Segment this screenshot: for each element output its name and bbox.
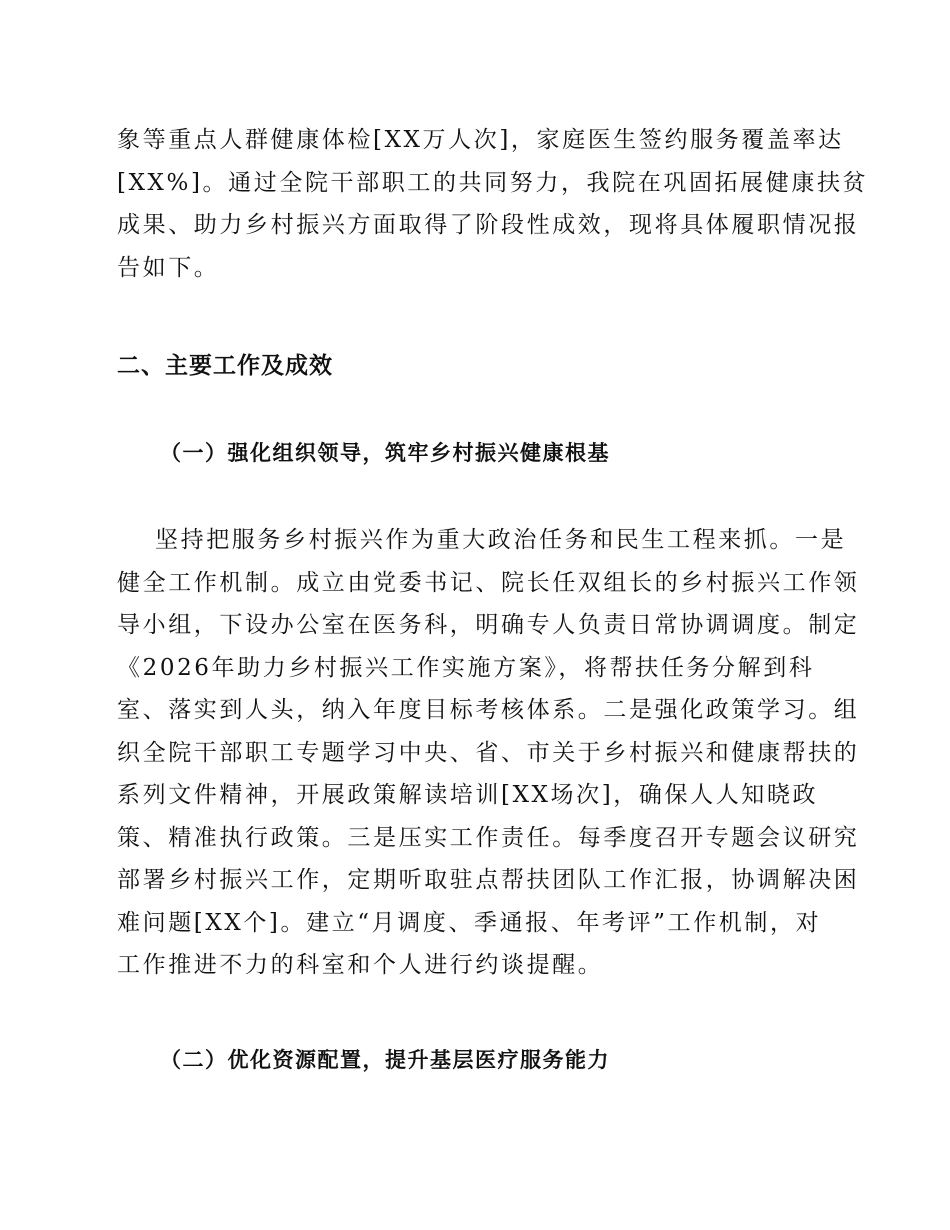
paragraph-line: 工作推进不力的科室和个人进行约谈提醒。 [117, 952, 604, 978]
intro-line: [XX%]。通过全院干部职工的共同努力，我院在巩固拓展健康扶贫 [117, 170, 869, 196]
intro-line: 象等重点人群健康体检[XX万人次]，家庭医生签约服务覆盖率达 [117, 127, 844, 153]
paragraph-line: 系列文件精神，开展政策解读培训[XX场次]，确保人人知晓政 [117, 782, 819, 808]
paragraph-line: 导小组，下设办公室在医务科，明确专人负责日常协调调度。制定 [117, 612, 860, 638]
subsection-heading-2: （二）优化资源配置，提升基层医疗服务能力 [160, 1047, 610, 1072]
paragraph-line: 健全工作机制。成立由党委书记、院长任双组长的乡村振兴工作领 [117, 570, 860, 596]
intro-line: 成果、助力乡村振兴方面取得了阶段性成效，现将具体履职情况报 [117, 212, 860, 238]
paragraph-line: 策、精准执行政策。三是压实工作责任。每季度召开专题会议研究 [117, 825, 860, 851]
paragraph-line: 难问题[XX个]。建立“月调度、季通报、年考评”工作机制，对 [117, 910, 822, 936]
section-heading: 二、主要工作及成效 [117, 352, 333, 379]
subsection-heading-1: （一）强化组织领导，筑牢乡村振兴健康根基 [160, 440, 610, 465]
intro-line: 告如下。 [117, 255, 220, 281]
paragraph-line: 《2026年助力乡村振兴工作实施方案》，将帮扶任务分解到科 [117, 655, 815, 681]
paragraph-line: 部署乡村振兴工作，定期听取驻点帮扶团队工作汇报，协调解决困 [117, 867, 860, 893]
paragraph-line: 室、落实到人头，纳入年度目标考核体系。二是强化政策学习。组 [117, 697, 860, 723]
paragraph-line: 坚持把服务乡村振兴作为重大政治任务和民生工程来抓。一是 [155, 527, 847, 553]
paragraph-line: 织全院干部职工专题学习中央、省、市关于乡村振兴和健康帮扶的 [117, 740, 860, 766]
